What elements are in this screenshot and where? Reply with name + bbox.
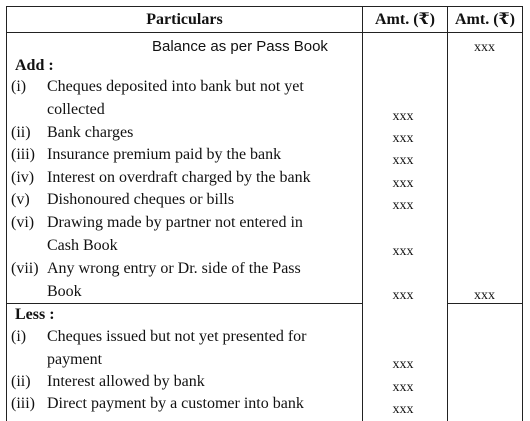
add-item-7-amount-1: xxx	[392, 288, 414, 303]
section-divider-left	[7, 303, 362, 304]
add-item-5-text: Dishonoured cheques or bills	[47, 191, 235, 208]
add-item-3-amount: xxx	[392, 153, 414, 168]
add-item-6-text: Drawing made by partner not entered in	[47, 214, 303, 231]
header-particulars: Particulars	[146, 11, 223, 28]
table-header	[7, 7, 522, 33]
header-amount-1: Amt. (₹)	[375, 11, 435, 28]
less-item-2-amount: xxx	[392, 380, 414, 395]
add-item-1-text: Cheques deposited into bank but not yet	[47, 78, 304, 95]
add-item-2-amount: xxx	[392, 131, 414, 146]
less-item-3-amount: xxx	[392, 402, 414, 417]
balance-amount-2: xxx	[474, 40, 495, 55]
reconciliation-table	[6, 6, 523, 421]
add-item-3-num: (iii)	[11, 146, 35, 163]
less-item-3-num: (iii)	[11, 395, 35, 412]
add-item-5-num: (v)	[11, 191, 30, 208]
add-item-1-num: (i)	[11, 78, 27, 95]
add-item-7-text: Any wrong entry or Dr. side of the Pass	[47, 260, 301, 277]
add-item-4-text: Interest on overdraft charged by the bank	[47, 169, 311, 186]
add-item-1-amount: xxx	[392, 109, 414, 124]
header-amount-2: Amt. (₹)	[455, 11, 515, 28]
add-item-1-text-cont: collected	[47, 101, 105, 118]
add-item-4-amount: xxx	[392, 176, 414, 191]
add-item-7-text-cont: Book	[47, 283, 82, 300]
add-item-7-num: (vii)	[11, 260, 39, 277]
add-item-5-amount: xxx	[392, 198, 414, 213]
add-heading: Add :	[15, 57, 54, 74]
add-item-3-text: Insurance premium paid by the bank	[47, 146, 282, 163]
add-item-2-text: Bank charges	[47, 124, 134, 141]
less-item-3-text: Direct payment by a customer into bank	[47, 395, 304, 412]
add-item-6-text-cont: Cash Book	[47, 237, 118, 254]
less-item-1-text-cont: payment	[47, 351, 103, 368]
less-item-2-text: Interest allowed by bank	[47, 373, 205, 390]
add-item-4-num: (iv)	[11, 169, 35, 186]
column-divider-2	[447, 7, 448, 421]
less-item-1-text: Cheques issued but not yet presented for	[47, 328, 307, 345]
add-item-7-amount-2: xxx	[474, 288, 495, 303]
add-item-6-num: (vi)	[11, 214, 35, 231]
less-item-2-num: (ii)	[11, 373, 31, 390]
add-item-6-amount: xxx	[392, 244, 414, 259]
less-item-1-num: (i)	[11, 328, 27, 345]
less-item-1-amount: xxx	[392, 357, 414, 372]
less-heading: Less :	[15, 306, 55, 323]
section-divider-right	[448, 303, 522, 304]
add-item-2-num: (ii)	[11, 124, 31, 141]
balance-label: Balance as per Pass Book	[152, 38, 328, 55]
